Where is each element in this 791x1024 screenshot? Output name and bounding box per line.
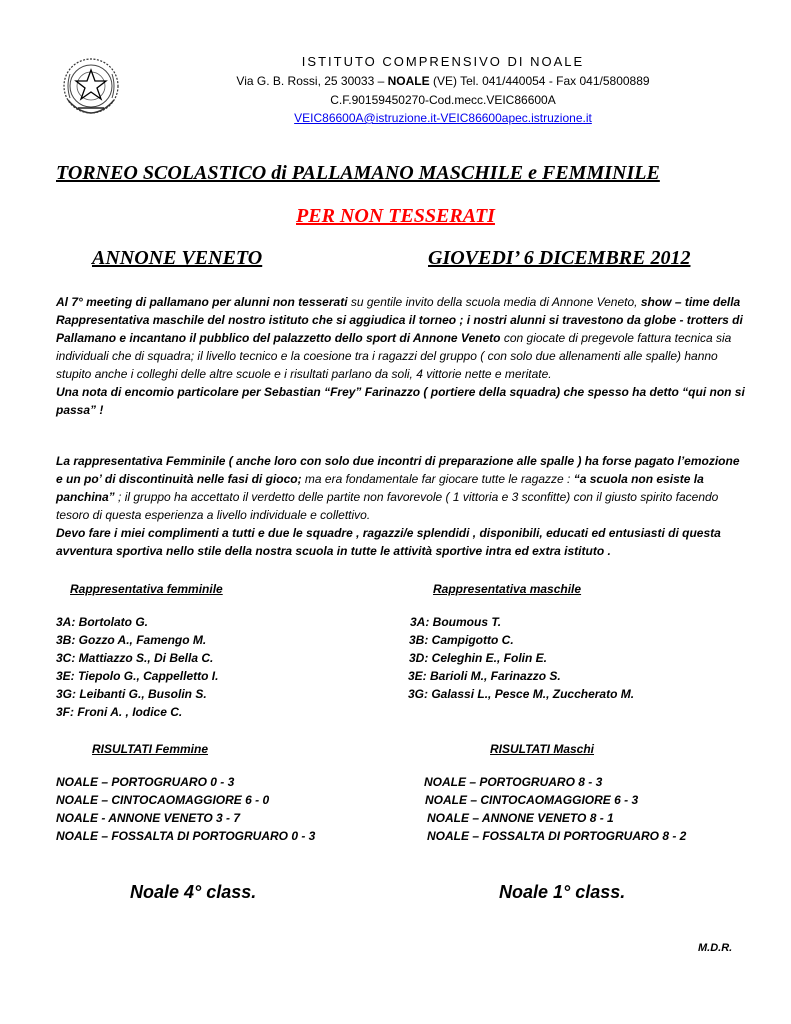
female-team-heading: [70, 580, 223, 598]
para1-text-1: su gentile invito della scuola media di Annone Veneto,: [347, 295, 641, 309]
para3-text-1: ma era fondamentale far giocare tutte le ragazze :: [301, 472, 574, 486]
report-female-paragraph: [56, 452, 746, 560]
male-results-heading: [490, 740, 594, 758]
italian-republic-emblem-icon: [58, 56, 124, 118]
para1-bold-2: show – time della Rappresentativa maschile del nostro istituto che si aggiudica il torneo ; i nostri alunni si travestono da globe - trotters di Pallamano e incantano il pubblico del palazzetto dello sport di Annone Veneto: [56, 295, 743, 345]
address-contacts: (VE) Tel. 041/440054 - Fax 041/5800889: [429, 74, 650, 88]
result-line: NOALE – CINTOCAOMAGGIORE 6 - 0: [56, 793, 270, 807]
male-team-heading-text: Rappresentativa maschile: [433, 582, 582, 596]
female-team-list: [56, 613, 218, 721]
female-results-list: [56, 773, 315, 845]
school-codes: C.F.90159450270-Cod.mecc.VEIC86600A: [330, 93, 556, 107]
result-line: NOALE – CINTOCAOMAGGIORE 6 - 3: [425, 793, 639, 807]
report-male-paragraph: [56, 293, 746, 419]
list-item: 3F: Froni A. , Iodice C.: [56, 705, 183, 719]
male-team-heading: [433, 580, 581, 598]
female-classification: Noale 4° class.: [130, 882, 257, 902]
event-date: GIOVEDI’ 6 DICEMBRE 2012: [428, 247, 691, 269]
document-subtitle: [0, 205, 791, 228]
list-item: 3E: Tiepolo G., Cappelletto I.: [56, 669, 219, 683]
list-item: 3A: Bortolato G.: [56, 615, 148, 629]
result-line: NOALE - ANNONE VENETO 3 - 7: [56, 811, 241, 825]
female-team-heading-text: Rappresentativa femminile: [70, 582, 223, 596]
result-line: NOALE – PORTOGRUARO 8 - 3: [424, 775, 603, 789]
result-line: NOALE – ANNONE VENETO 8 - 1: [427, 811, 614, 825]
para3-bold-2: “a scuola non esiste la panchina”: [56, 472, 704, 504]
school-email-link[interactable]: VEIC86600A@istruzione.it-VEIC86600apec.istruzione.it: [294, 111, 592, 125]
event-location: ANNONE VENETO: [92, 247, 263, 269]
para3-text-2: ; il gruppo ha accettato il verdetto delle partite non favorevole ( 1 vittoria e 3 sconfitte) con il giusto spirito facendo tesoro di questa esperienza a livello individuale e collettivo.: [56, 490, 719, 522]
male-results-heading-text: RISULTATI Maschi: [490, 742, 595, 756]
result-line: NOALE – FOSSALTA DI PORTOGRUARO 8 - 2: [427, 829, 687, 843]
para3-bold-1: La rappresentativa Femminile ( anche loro con solo due incontri di preparazione alle spalle ) ha forse pagato l’emozione e un po’ di discontinuità nelle fasi di gioco;: [56, 454, 740, 486]
goalkeeper-note: Una nota di encomio particolare per Sebastian “Frey” Farinazzo ( portiere della squadra) che spesso ha detto “qui non si passa” !: [56, 385, 745, 417]
compliments-note: Devo fare i miei complimenti a tutti e due le squadre , ragazzi/e splendidi , disponibili, educati ed entusiasti di questa avventura sportiva nello stile della nostra scuola in tutte le attività sportive intra ed extra istituto .: [56, 526, 721, 558]
list-item: 3E: Barioli M., Farinazzo S.: [408, 669, 561, 683]
para1-text-2: con giocate di pregevole fattura tecnica sia individuali che di squadra; il livello tecnico e la coesione tra i ragazzi del gruppo ( con solo due allenamenti alle spalle) hanno stupito anche i colleghi delle altre scuole e i risultati parlano da soli, 4 vittorie nette e meritate.: [56, 331, 732, 381]
signature: M.D.R.: [698, 942, 733, 954]
address-city: NOALE: [387, 74, 430, 88]
result-line: NOALE – FOSSALTA DI PORTOGRUARO 0 - 3: [56, 829, 316, 843]
female-results-heading: [92, 740, 208, 758]
para1-bold-1: Al 7° meeting di pallamano per alunni non tesserati: [56, 295, 348, 309]
male-classification: Noale 1° class.: [499, 882, 626, 902]
result-line: NOALE – PORTOGRUARO 0 - 3: [56, 775, 235, 789]
document-subtitle-text: PER NON TESSERATI: [296, 205, 495, 227]
list-item: 3B: Gozzo A., Famengo M.: [56, 633, 207, 647]
list-item: 3B: Campigotto C.: [409, 633, 514, 647]
list-item: 3G: Leibanti G., Busolin S.: [56, 687, 207, 701]
school-name: ISTITUTO COMPRENSIVO DI NOALE: [301, 54, 585, 69]
document-title: TORNEO SCOLASTICO di PALLAMANO MASCHILE e FEMMINILE: [56, 162, 660, 184]
female-results-heading-text: RISULTATI Femmine: [92, 742, 209, 756]
list-item: 3C: Mattiazzo S., Di Bella C.: [56, 651, 214, 665]
school-address: [160, 74, 726, 88]
list-item: 3D: Celeghin E., Folin E.: [409, 651, 548, 665]
list-item: 3G: Galassi L., Pesce M., Zuccherato M.: [408, 687, 635, 701]
address-street: Via G. B. Rossi, 25 30033 –: [236, 74, 388, 88]
list-item: 3A: Boumous T.: [410, 615, 502, 629]
male-team-list: [408, 613, 634, 703]
male-results-list: [424, 773, 686, 845]
